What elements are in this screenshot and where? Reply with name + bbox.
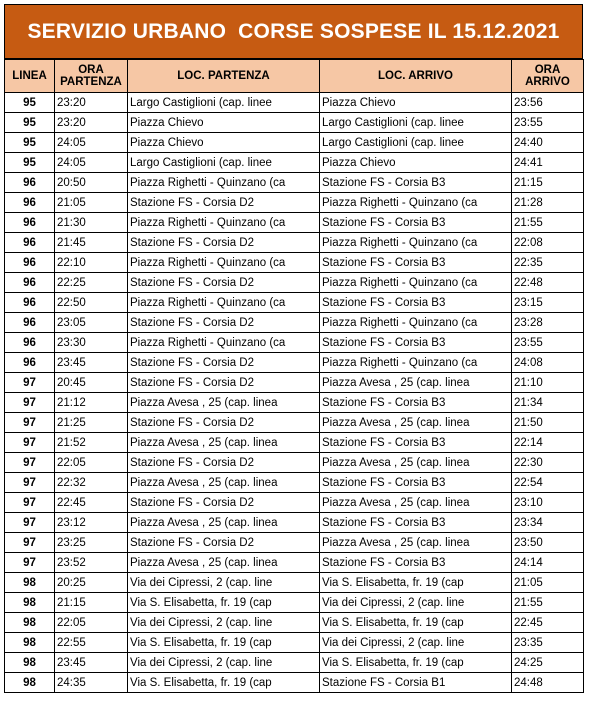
cell-linea: 96: [5, 273, 55, 293]
cell-ora-partenza: 23:45: [55, 653, 128, 673]
cell-ora-partenza: 22:45: [55, 493, 128, 513]
table-row: [5, 153, 584, 173]
cell-loc-partenza: Stazione FS - Corsia D2: [128, 313, 320, 333]
cell-ora-partenza: 22:32: [55, 473, 128, 493]
table-row: [5, 413, 584, 433]
cell-linea: 96: [5, 253, 55, 273]
cell-ora-partenza: 23:20: [55, 93, 128, 113]
cell-ora-partenza: 22:05: [55, 613, 128, 633]
cell-ora-partenza: 20:50: [55, 173, 128, 193]
cell-loc-arrivo: Stazione FS - Corsia B3: [320, 213, 512, 233]
table-row: [5, 553, 584, 573]
cell-linea: 97: [5, 413, 55, 433]
cell-loc-arrivo: Piazza Righetti - Quinzano (ca: [320, 193, 512, 213]
cell-loc-arrivo: Stazione FS - Corsia B3: [320, 473, 512, 493]
table-row: [5, 533, 584, 553]
cell-ora-arrivo: 21:15: [512, 173, 584, 193]
table-row: [5, 593, 584, 613]
cell-ora-partenza: 23:30: [55, 333, 128, 353]
cell-ora-arrivo: 22:54: [512, 473, 584, 493]
cell-loc-partenza: Stazione FS - Corsia D2: [128, 233, 320, 253]
cell-loc-partenza: Piazza Righetti - Quinzano (ca: [128, 253, 320, 273]
cell-ora-arrivo: 21:05: [512, 573, 584, 593]
cell-linea: 97: [5, 513, 55, 533]
cell-ora-arrivo: 21:50: [512, 413, 584, 433]
cell-ora-partenza: 22:25: [55, 273, 128, 293]
cell-loc-partenza: Piazza Righetti - Quinzano (ca: [128, 173, 320, 193]
table-row: [5, 473, 584, 493]
cell-ora-arrivo: 23:34: [512, 513, 584, 533]
cell-linea: 95: [5, 93, 55, 113]
table-row: [5, 613, 584, 633]
cell-loc-arrivo: Stazione FS - Corsia B3: [320, 333, 512, 353]
cell-loc-arrivo: Via S. Elisabetta, fr. 19 (cap: [320, 613, 512, 633]
cell-loc-partenza: Largo Castiglioni (cap. linee: [128, 93, 320, 113]
cell-ora-partenza: 22:55: [55, 633, 128, 653]
cell-ora-partenza: 21:52: [55, 433, 128, 453]
cell-ora-partenza: 22:05: [55, 453, 128, 473]
cell-loc-partenza: Stazione FS - Corsia D2: [128, 533, 320, 553]
cell-linea: 96: [5, 333, 55, 353]
cell-loc-partenza: Piazza Avesa , 25 (cap. linea: [128, 513, 320, 533]
cell-loc-arrivo: Piazza Righetti - Quinzano (ca: [320, 233, 512, 253]
table-row: [5, 493, 584, 513]
cell-ora-arrivo: 23:55: [512, 113, 584, 133]
timetable-sheet: [4, 4, 583, 693]
cell-ora-arrivo: 24:40: [512, 133, 584, 153]
cell-ora-partenza: 21:15: [55, 593, 128, 613]
cell-ora-partenza: 24:35: [55, 673, 128, 693]
cell-ora-partenza: 22:10: [55, 253, 128, 273]
cell-ora-partenza: 22:50: [55, 293, 128, 313]
table-row: [5, 213, 584, 233]
table-row: [5, 193, 584, 213]
cell-ora-arrivo: 22:30: [512, 453, 584, 473]
cell-loc-partenza: Piazza Righetti - Quinzano (ca: [128, 293, 320, 313]
table-row: [5, 333, 584, 353]
cell-loc-arrivo: Via dei Cipressi, 2 (cap. line: [320, 633, 512, 653]
cell-loc-arrivo: Stazione FS - Corsia B3: [320, 553, 512, 573]
header-ora-partenza: ORA PARTENZA: [55, 60, 128, 93]
cell-linea: 95: [5, 113, 55, 133]
suspended-rides-table: [4, 59, 584, 693]
table-row: [5, 353, 584, 373]
cell-loc-partenza: Piazza Avesa , 25 (cap. linea: [128, 393, 320, 413]
cell-ora-partenza: 24:05: [55, 133, 128, 153]
cell-linea: 95: [5, 153, 55, 173]
cell-loc-partenza: Stazione FS - Corsia D2: [128, 413, 320, 433]
cell-ora-arrivo: 22:35: [512, 253, 584, 273]
table-row: [5, 273, 584, 293]
cell-ora-partenza: 23:05: [55, 313, 128, 333]
cell-ora-arrivo: 22:14: [512, 433, 584, 453]
cell-loc-partenza: Piazza Avesa , 25 (cap. linea: [128, 473, 320, 493]
cell-linea: 96: [5, 233, 55, 253]
table-row: [5, 133, 584, 153]
cell-ora-partenza: 21:25: [55, 413, 128, 433]
cell-loc-arrivo: Via S. Elisabetta, fr. 19 (cap: [320, 653, 512, 673]
cell-ora-arrivo: 23:55: [512, 333, 584, 353]
cell-linea: 97: [5, 393, 55, 413]
cell-loc-arrivo: Piazza Avesa , 25 (cap. linea: [320, 373, 512, 393]
table-row: [5, 393, 584, 413]
cell-loc-partenza: Piazza Avesa , 25 (cap. linea: [128, 553, 320, 573]
cell-ora-partenza: 23:45: [55, 353, 128, 373]
cell-linea: 98: [5, 673, 55, 693]
cell-ora-arrivo: 23:50: [512, 533, 584, 553]
cell-loc-partenza: Via S. Elisabetta, fr. 19 (cap: [128, 593, 320, 613]
cell-ora-partenza: 23:25: [55, 533, 128, 553]
table-row: [5, 433, 584, 453]
cell-linea: 98: [5, 653, 55, 673]
cell-loc-partenza: Via S. Elisabetta, fr. 19 (cap: [128, 673, 320, 693]
title-bar: [4, 4, 583, 59]
table-row: [5, 233, 584, 253]
cell-linea: 96: [5, 193, 55, 213]
cell-loc-arrivo: Stazione FS - Corsia B3: [320, 293, 512, 313]
cell-loc-arrivo: Stazione FS - Corsia B3: [320, 513, 512, 533]
table-row: [5, 173, 584, 193]
cell-loc-partenza: Via dei Cipressi, 2 (cap. line: [128, 653, 320, 673]
cell-ora-arrivo: 21:55: [512, 593, 584, 613]
table-body: [5, 93, 584, 693]
cell-linea: 98: [5, 573, 55, 593]
cell-ora-arrivo: 21:34: [512, 393, 584, 413]
cell-linea: 98: [5, 613, 55, 633]
cell-loc-arrivo: Piazza Avesa , 25 (cap. linea: [320, 533, 512, 553]
cell-loc-partenza: Piazza Righetti - Quinzano (ca: [128, 333, 320, 353]
header-ora-arrivo: ORA ARRIVO: [512, 60, 584, 93]
table-row: [5, 113, 584, 133]
cell-ora-arrivo: 22:45: [512, 613, 584, 633]
cell-loc-partenza: Stazione FS - Corsia D2: [128, 453, 320, 473]
cell-ora-arrivo: 24:48: [512, 673, 584, 693]
table-row: [5, 673, 584, 693]
cell-loc-arrivo: Stazione FS - Corsia B3: [320, 393, 512, 413]
cell-loc-partenza: Piazza Avesa , 25 (cap. linea: [128, 433, 320, 453]
cell-linea: 98: [5, 633, 55, 653]
cell-loc-partenza: Stazione FS - Corsia D2: [128, 353, 320, 373]
cell-ora-arrivo: 23:56: [512, 93, 584, 113]
table-row: [5, 513, 584, 533]
cell-ora-arrivo: 21:10: [512, 373, 584, 393]
table-row: [5, 653, 584, 673]
cell-ora-arrivo: 22:48: [512, 273, 584, 293]
cell-linea: 97: [5, 473, 55, 493]
cell-linea: 96: [5, 353, 55, 373]
cell-loc-partenza: Largo Castiglioni (cap. linee: [128, 153, 320, 173]
cell-linea: 96: [5, 293, 55, 313]
cell-ora-arrivo: 23:10: [512, 493, 584, 513]
table-row: [5, 453, 584, 473]
cell-ora-arrivo: 21:55: [512, 213, 584, 233]
cell-loc-partenza: Piazza Chievo: [128, 133, 320, 153]
table-row: [5, 573, 584, 593]
cell-ora-arrivo: 21:28: [512, 193, 584, 213]
cell-loc-partenza: Piazza Righetti - Quinzano (ca: [128, 213, 320, 233]
cell-loc-arrivo: Piazza Chievo: [320, 153, 512, 173]
cell-ora-arrivo: 24:08: [512, 353, 584, 373]
table-row: [5, 253, 584, 273]
cell-loc-arrivo: Piazza Avesa , 25 (cap. linea: [320, 413, 512, 433]
cell-ora-partenza: 23:20: [55, 113, 128, 133]
table-row: [5, 313, 584, 333]
cell-loc-arrivo: Piazza Avesa , 25 (cap. linea: [320, 493, 512, 513]
cell-ora-partenza: 21:30: [55, 213, 128, 233]
header-loc-partenza: LOC. PARTENZA: [128, 60, 320, 93]
cell-loc-arrivo: Piazza Righetti - Quinzano (ca: [320, 273, 512, 293]
table-row: [5, 293, 584, 313]
table-row: [5, 93, 584, 113]
cell-loc-partenza: Via dei Cipressi, 2 (cap. line: [128, 573, 320, 593]
cell-loc-arrivo: Stazione FS - Corsia B3: [320, 433, 512, 453]
cell-linea: 96: [5, 173, 55, 193]
cell-loc-arrivo: Stazione FS - Corsia B3: [320, 173, 512, 193]
cell-loc-arrivo: Piazza Avesa , 25 (cap. linea: [320, 453, 512, 473]
cell-ora-partenza: 21:05: [55, 193, 128, 213]
table-header-row: [5, 60, 584, 93]
cell-ora-partenza: 21:12: [55, 393, 128, 413]
cell-loc-arrivo: Stazione FS - Corsia B1: [320, 673, 512, 693]
cell-loc-partenza: Via S. Elisabetta, fr. 19 (cap: [128, 633, 320, 653]
cell-ora-arrivo: 22:08: [512, 233, 584, 253]
cell-loc-partenza: Stazione FS - Corsia D2: [128, 273, 320, 293]
header-linea: LINEA: [5, 60, 55, 93]
cell-loc-arrivo: Via S. Elisabetta, fr. 19 (cap: [320, 573, 512, 593]
table-row: [5, 633, 584, 653]
cell-loc-arrivo: Piazza Chievo: [320, 93, 512, 113]
cell-linea: 96: [5, 213, 55, 233]
cell-ora-arrivo: 24:41: [512, 153, 584, 173]
cell-linea: 97: [5, 553, 55, 573]
cell-loc-arrivo: Largo Castiglioni (cap. linee: [320, 133, 512, 153]
cell-loc-arrivo: Piazza Righetti - Quinzano (ca: [320, 313, 512, 333]
cell-linea: 96: [5, 313, 55, 333]
cell-loc-arrivo: Piazza Righetti - Quinzano (ca: [320, 353, 512, 373]
cell-linea: 98: [5, 593, 55, 613]
cell-ora-arrivo: 23:28: [512, 313, 584, 333]
cell-ora-arrivo: 24:25: [512, 653, 584, 673]
cell-loc-arrivo: Stazione FS - Corsia B3: [320, 253, 512, 273]
cell-linea: 97: [5, 453, 55, 473]
cell-loc-partenza: Stazione FS - Corsia D2: [128, 493, 320, 513]
cell-ora-partenza: 23:12: [55, 513, 128, 533]
cell-linea: 97: [5, 373, 55, 393]
cell-ora-arrivo: 23:35: [512, 633, 584, 653]
cell-loc-partenza: Piazza Chievo: [128, 113, 320, 133]
page-title: SERVIZIO URBANO CORSE SOSPESE IL 15.12.2021: [27, 19, 560, 43]
cell-linea: 97: [5, 533, 55, 553]
cell-loc-arrivo: Largo Castiglioni (cap. linee: [320, 113, 512, 133]
cell-ora-partenza: 24:05: [55, 153, 128, 173]
table-row: [5, 373, 584, 393]
cell-loc-partenza: Stazione FS - Corsia D2: [128, 373, 320, 393]
cell-ora-partenza: 23:52: [55, 553, 128, 573]
cell-linea: 97: [5, 433, 55, 453]
cell-loc-partenza: Stazione FS - Corsia D2: [128, 193, 320, 213]
cell-linea: 95: [5, 133, 55, 153]
cell-ora-arrivo: 23:15: [512, 293, 584, 313]
cell-linea: 97: [5, 493, 55, 513]
header-loc-arrivo: LOC. ARRIVO: [320, 60, 512, 93]
cell-ora-partenza: 20:45: [55, 373, 128, 393]
cell-loc-arrivo: Via dei Cipressi, 2 (cap. line: [320, 593, 512, 613]
cell-loc-partenza: Via dei Cipressi, 2 (cap. line: [128, 613, 320, 633]
cell-ora-partenza: 20:25: [55, 573, 128, 593]
cell-ora-partenza: 21:45: [55, 233, 128, 253]
cell-ora-arrivo: 24:14: [512, 553, 584, 573]
